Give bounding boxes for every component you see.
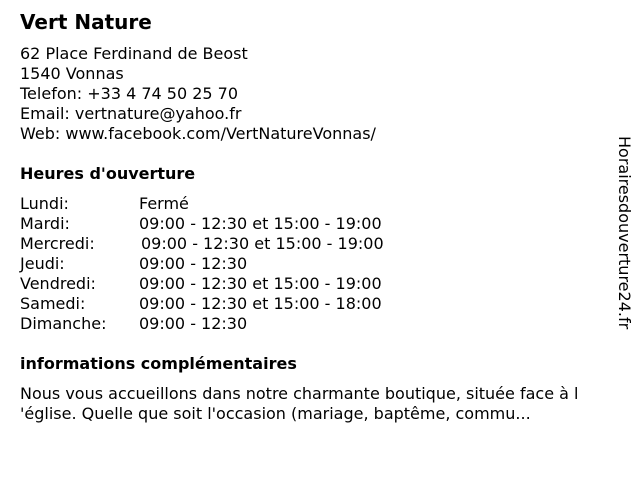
watermark-text: Horairesdouverture24.fr	[615, 136, 634, 330]
opening-hours-heading: Heures d'ouverture	[20, 164, 196, 183]
time-value: 09:00 - 12:30 et 15:00 - 19:00	[139, 274, 382, 293]
time-value: 09:00 - 12:30 et 15:00 - 19:00	[139, 214, 382, 233]
opening-hours-table	[20, 194, 440, 334]
website-url: Web: www.facebook.com/VertNatureVonnas/	[20, 124, 376, 143]
hours-row-friday	[20, 274, 440, 294]
additional-info-heading: informations complémentaires	[20, 354, 297, 373]
day-label: Jeudi:	[20, 254, 65, 273]
hours-row-wednesday	[20, 234, 440, 254]
time-value: Fermé	[139, 194, 189, 213]
day-label: Lundi:	[20, 194, 69, 213]
business-name: Vert Nature	[20, 10, 152, 34]
contact-block	[20, 44, 376, 144]
hours-row-monday	[20, 194, 440, 214]
email-address: Email: vertnature@yahoo.fr	[20, 104, 242, 123]
time-value: 09:00 - 12:30 et 15:00 - 18:00	[139, 294, 382, 313]
phone-number: Telefon: +33 4 74 50 25 70	[20, 84, 239, 103]
address-street: 62 Place Ferdinand de Beost	[20, 44, 248, 63]
day-label: Dimanche:	[20, 314, 107, 333]
time-value: 09:00 - 12:30	[139, 254, 248, 273]
hours-row-thursday	[20, 254, 440, 274]
hours-row-tuesday	[20, 214, 440, 234]
hours-row-saturday	[20, 294, 440, 314]
time-value: 09:00 - 12:30	[139, 314, 248, 333]
description-line: 'église. Quelle que soit l'occasion (mariage, baptême, commu...	[20, 404, 531, 423]
day-label: Mardi:	[20, 214, 70, 233]
address-city: 1540 Vonnas	[20, 64, 124, 83]
hours-row-sunday	[20, 314, 440, 334]
day-label: Mercredi:	[20, 234, 95, 253]
day-label: Vendredi:	[20, 274, 96, 293]
description-line: Nous vous accueillons dans notre charmante boutique, située face à l	[20, 384, 579, 403]
site-watermark	[612, 136, 636, 366]
business-description	[20, 384, 620, 424]
time-value: 09:00 - 12:30 et 15:00 - 19:00	[141, 234, 384, 253]
day-label: Samedi:	[20, 294, 86, 313]
